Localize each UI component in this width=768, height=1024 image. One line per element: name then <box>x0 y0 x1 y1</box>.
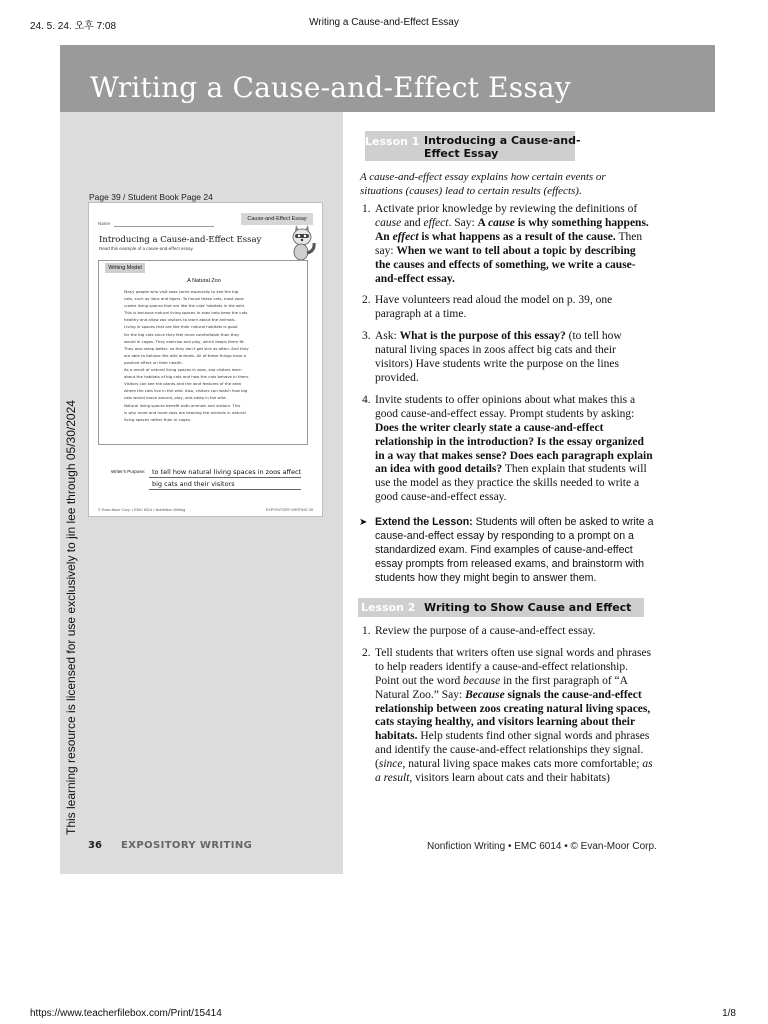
writers-purpose-answer: to tell how natural living spaces in zoos affect big cats and their visitors <box>152 468 302 488</box>
page-title: Writing a Cause-and-Effect Essay <box>90 71 571 104</box>
list-item: 1. Review the purpose of a cause-and-effect essay. <box>362 625 596 637</box>
model-essay-title: A Natural Zoo <box>187 278 221 284</box>
print-date: 24. 5. 24. 오후 7:08 <box>30 21 117 32</box>
thumbnail-footer-right: EXPOSITORY WRITING 39 <box>265 508 313 512</box>
arrow-icon: ➤ <box>359 517 368 528</box>
student-page-thumbnail <box>88 202 323 517</box>
license-watermark: This learning resource is licensed for use exclusively to jin lee through 05/30/2024 <box>64 400 78 835</box>
print-url: https://www.teacherfilebox.com/Print/15414 <box>30 1008 222 1019</box>
print-title: Writing a Cause-and-Effect Essay <box>309 17 459 28</box>
writing-model-label: Writing Model <box>105 263 145 273</box>
print-header <box>0 0 768 40</box>
lesson-2-header <box>358 598 644 617</box>
thumbnail-name-line <box>114 226 214 227</box>
lesson-1-steps <box>358 203 653 513</box>
print-page-count: 1/8 <box>722 1008 736 1019</box>
list-item: 1. Activate prior knowledge by reviewing the definitions of cause and effect. Say: A cause is why something happens. An effect is what happens as a result of the cause. Then say: When we want to tell about a topic by describing the causes and effects of something, we write a cause-and-effect essay. <box>362 203 649 285</box>
page-number: 36 <box>88 840 102 851</box>
list-item: 4. Invite students to offer opinions about what makes this a good cause-and-effect essay. Prompt students by asking: Does the writer clearly state a cause-and-effect relationship in the introduction? Is the essay organized in a way that makes sense? Does each paragraph explain an idea with good details? Then explain that students will use the model as they practice the skills needed to write a good cause-and-effect essay. <box>362 393 653 504</box>
raccoon-icon <box>287 223 317 261</box>
list-item: 2. Have volunteers read aloud the model on p. 39, one paragraph at a time. <box>362 294 613 321</box>
print-footer <box>0 994 768 1024</box>
extend-the-lesson <box>358 516 658 586</box>
thumbnail-subtitle: Read this example of a cause-and-effect essay. <box>99 246 194 251</box>
lesson-1-intro: A cause-and-effect essay explains how certain events or situations (causes) lead to certain results (effects). <box>360 171 606 197</box>
thumbnail-tag: Cause-and-Effect Essay <box>241 213 313 225</box>
title-banner <box>60 45 715 112</box>
thumbnail-footer-left: © Evan-Moor Corp. • EMC 6014 • Nonfiction Writing <box>98 508 186 512</box>
lesson-2-number: Lesson 2 <box>361 601 416 614</box>
writing-model-box <box>98 260 308 445</box>
list-item: 3. Ask: What is the purpose of this essay? (to tell how natural living spaces in zoos affect big cats and their visitors) Have students write the purpose on the lines provided. <box>362 330 622 384</box>
thumbnail-name-label: Name <box>98 221 111 226</box>
extend-text: Students will often be asked to write a cause-and-effect essay by responding to a prompt on a standardized exam. Find examples of cause-and-effect essay prompts from released exams, and brainstorm with students how they might begin to answer them. <box>375 516 654 584</box>
model-essay-body: Many people who visit zoos come especially to see the big cats, such as lions and tigers. To house these cats, most zoos create living spaces that are like the cats' habitats in the wild. This is because natural living spaces in zoos help keep the cats healthy and allow zoo visitors to learn about the animals. Living in spaces that are like their natural habitats is good for the big cats since they feel more comfortable than they would in cages. They exercise and play, which keeps them fit. They also sleep better, so they don't get sick as often. And they are able to behave like wild animals. All of these things have a positive effect on their health. As a result of natural living spaces in zoos, zoo visitors learn about the habitats of big cats and how the cats behave in them. Visitors can see the plants and the land features of the area where the cats live in the wild. Also, visitors can watch how big cats would move around, play, and sleep in the wild. Natural living spaces benefit both animals and visitors. This is why more and more zoos are keeping the animals in natural living spaces rather than in cages. <box>124 289 250 422</box>
thumbnail-title: Introducing a Cause-and-Effect Essay <box>99 235 262 245</box>
lesson-1-header <box>365 131 581 161</box>
lesson-1-number: Lesson 1 <box>365 135 420 148</box>
page-reference: Page 39 / Student Book Page 24 <box>89 192 213 202</box>
section-label: EXPOSITORY WRITING <box>121 840 253 851</box>
writers-purpose-label: Writer's Purpose: <box>111 469 146 474</box>
lesson-1-title: Introducing a Cause-and-Effect Essay <box>424 134 581 160</box>
extend-label: Extend the Lesson: <box>375 516 473 528</box>
lesson-2-title: Writing to Show Cause and Effect <box>424 601 632 614</box>
lesson-2-steps <box>358 625 653 794</box>
list-item: 2. Tell students that writers often use signal words and phrases to help readers identify a cause-and-effect relationship. Point out the word because in the first paragraph of “A Natural Zoo.” Say: Because signals the cause-and-effect relationship between zoos creating natural living spaces, cats staying healthy, and visitors learning about their habitats. Help students find other signal words and phrases and identify the cause-and-effect relationships they signal. (since, natural living space makes cats more comfortable; as a result, visitors learn about cats and their habitats) <box>362 646 653 785</box>
publisher-credit: Nonfiction Writing • EMC 6014 • © Evan-Moor Corp. <box>427 841 657 852</box>
